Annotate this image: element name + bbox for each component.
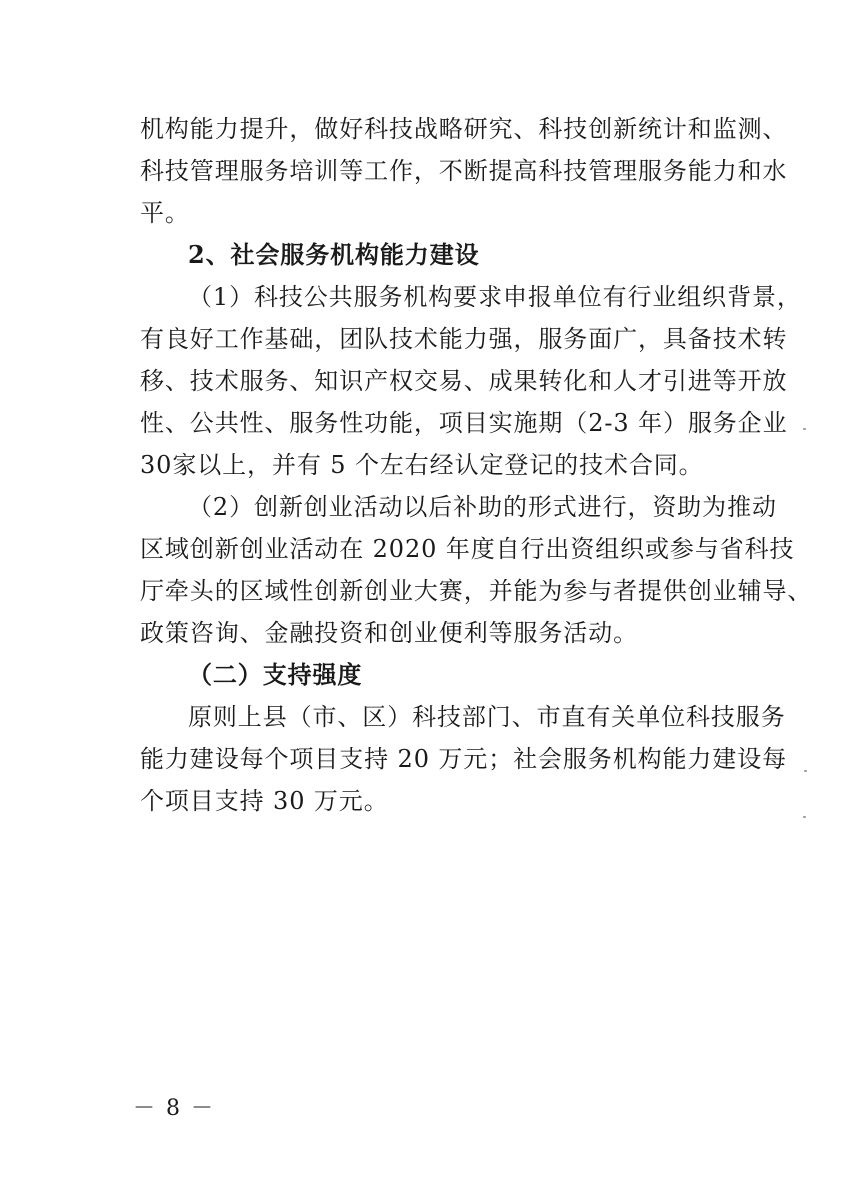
paragraph-line: （1）科技公共服务机构要求申报单位有行业组织背景， — [188, 283, 802, 311]
paragraph-line: 性、公共性、服务性功能，项目实施期（2-3 年）服务企业 — [140, 409, 788, 437]
paragraph-line: 个项目支持 30 万元。 — [140, 787, 389, 815]
paragraph-line: 区域创新创业活动在 2020 年度自行出资组织或参与省科技 — [140, 535, 795, 563]
paragraph-line: 30家以上，并有 5 个左右经认定登记的技术合同。 — [140, 451, 704, 479]
paragraph-line: 原则上县（市、区）科技部门、市直有关单位科技服务 — [188, 703, 786, 731]
paragraph-line: 政策咨询、金融投资和创业便利等服务活动。 — [140, 619, 638, 647]
paragraph-line: 科技管理服务培训等工作，不断提高科技管理服务能力和水 — [140, 157, 788, 185]
page-number: － 8 － — [133, 1096, 215, 1121]
section-heading: （二）支持强度 — [188, 660, 363, 689]
section-heading: 2、社会服务机构能力建设 — [188, 240, 480, 269]
paragraph-line: 平。 — [140, 199, 190, 227]
scan-speck — [803, 428, 806, 430]
paragraph-line: 有良好工作基础，团队技术能力强，服务面广，具备技术转 — [140, 325, 788, 353]
paragraph-line: 移、技术服务、知识产权交易、成果转化和人才引进等开放 — [140, 367, 788, 395]
paragraph-line: 能力建设每个项目支持 20 万元；社会服务机构能力建设每 — [140, 745, 787, 773]
scan-speck — [803, 816, 806, 818]
paragraph-line: 厅牵头的区域性创新创业大赛，并能为参与者提供创业辅导、 — [140, 577, 813, 605]
paragraph-line: （2）创新创业活动以后补助的形式进行，资助为推动 — [188, 493, 777, 521]
scan-speck — [804, 770, 807, 772]
paragraph-line: 机构能力提升，做好科技战略研究、科技创新统计和监测、 — [140, 115, 788, 143]
